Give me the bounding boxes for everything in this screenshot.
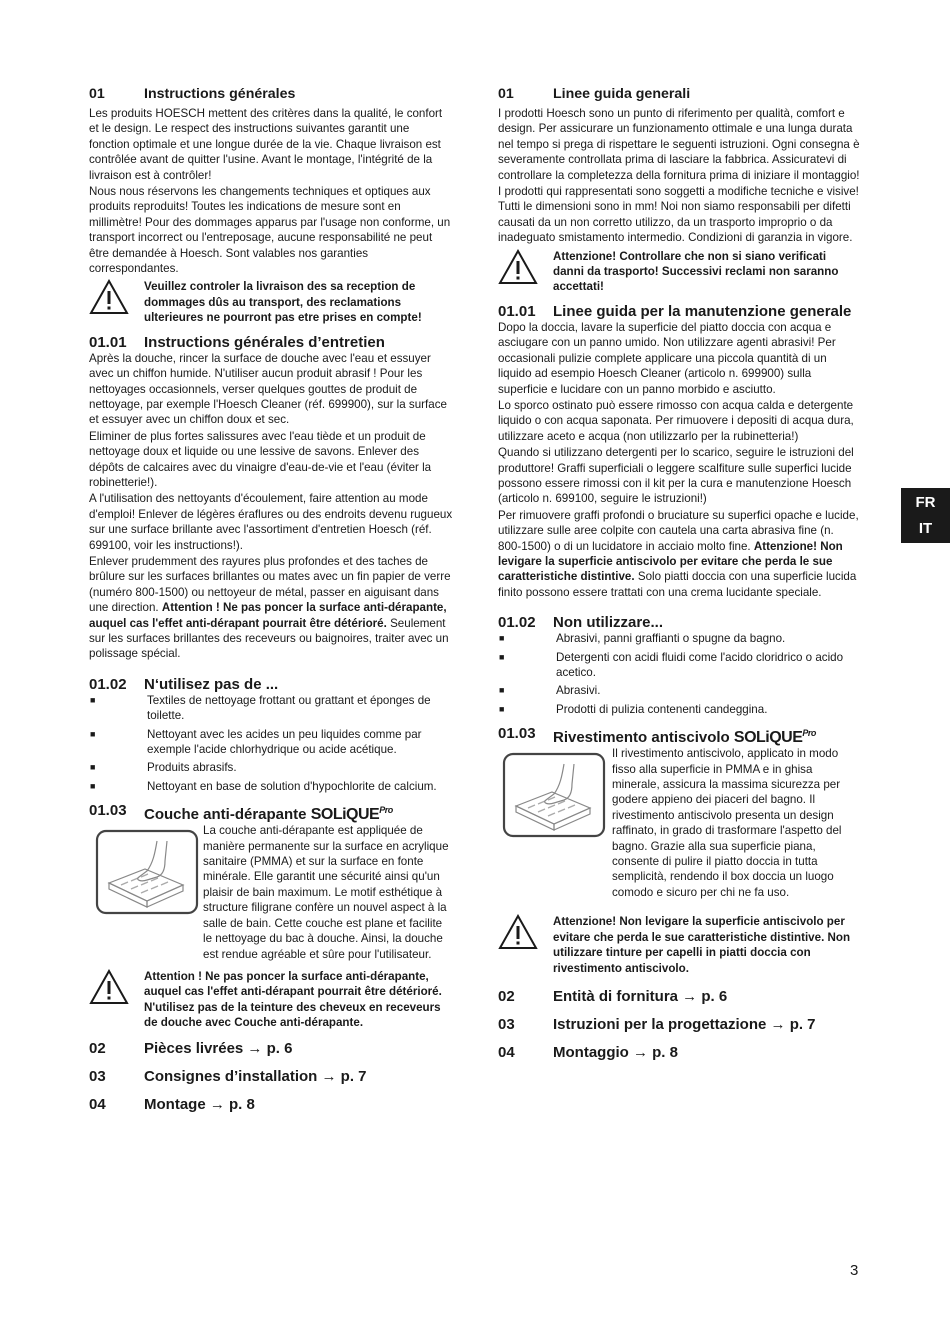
list-item [89, 760, 453, 775]
bold-text-run: Attention ! Ne pas poncer la surface anti-dérapante, auquel cas l'effet anti-dérapant pourrait être détérioré. [89, 601, 447, 630]
section-heading-0102 [89, 676, 453, 693]
warning-block [498, 914, 860, 976]
brand-name: SOLiQUE [310, 806, 380, 824]
column-french [89, 86, 453, 1113]
language-tab-fr: FR [915, 494, 936, 511]
list-item-text: Prodotti di pulizia contenenti candeggina. [556, 702, 768, 716]
section-heading-0103 [89, 802, 453, 823]
section-number: 02 [89, 1039, 106, 1057]
section-number: 01.03 [498, 725, 536, 743]
brand-superscript: Pro [379, 805, 393, 816]
anti-slip-illustration-icon [498, 746, 612, 843]
section-heading-0103 [498, 725, 860, 746]
section-title: Non utilizzare... [553, 614, 664, 632]
list-item [498, 683, 860, 698]
bullet-list [89, 693, 453, 794]
section-number: 01.01 [498, 302, 536, 320]
list-item [498, 650, 860, 681]
brand-superscript: Pro [802, 728, 816, 739]
warning-block [498, 249, 860, 295]
brand-logo [734, 729, 816, 746]
paragraph: La couche anti-dérapante est appliquée de manière permanente sur la surface en acrylique sanitaire (PMMA) et sur la surface en fonte minérale. Elle garantit une sécurité ainsi qu'un plaisir de bain maximum. Le motif esthétique à structure filigrane confère un nouvel aspect à la salle de bain. Cette couche est plane et facilite le nettoyage du bac à douche. Ainsi, la douche est rendue agréable et sûre pour l'utilisateur. [203, 824, 449, 961]
bold-text-run: Attenzione! Non levigare la superficie antiscivolo per evitare che perda le sue caratteristiche distintive. [498, 539, 843, 584]
section-title: Montaggio → p. 8 [553, 1043, 678, 1061]
section-number: 02 [498, 987, 515, 1005]
section-title: Istruzioni per la progettazione → p. 7 [553, 1015, 816, 1033]
section-number: 01.03 [89, 802, 127, 820]
section-title: N‘utilisez pas de ... [144, 675, 279, 693]
square-bullet-icon: ■ [90, 728, 96, 739]
list-item-text: Textiles de nettoyage frottant ou grattant et éponges de toilette. [147, 693, 431, 723]
list-item [89, 693, 453, 724]
anti-slip-illustration-icon [89, 823, 203, 920]
section-heading-04 [498, 1044, 860, 1061]
coating-block [498, 746, 860, 900]
warning-icon [498, 249, 553, 290]
square-bullet-icon: ■ [90, 694, 96, 705]
paragraph [498, 508, 860, 600]
section-heading-02 [498, 988, 860, 1005]
section-number: 03 [89, 1067, 106, 1085]
section-heading-03 [498, 1016, 860, 1033]
list-item-text: Detergenti con acidi fluidi come l'acido cloridrico o acido acetico. [556, 650, 844, 679]
paragraph: Eliminer de plus fortes salissures avec l'eau tiède et un produit de nettoyage doux et liquide ou une lessive de savons. Enlever des dépôts de calcaires avec du vinaigre d'eau-de-vie et l'eau (éviter la robinetterie!). [89, 429, 432, 489]
section-number: 03 [498, 1015, 515, 1033]
section-title: Consignes d’installation → p. 7 [144, 1067, 367, 1085]
list-item [498, 631, 860, 646]
section-title: Couche anti-dérapante [144, 806, 307, 824]
paragraph: I prodotti qui rappresentati sono soggetti a modifiche tecniche e visive! Tutti le dimensioni sono in mm! Noi non siamo responsabili per difetti causati da un non corretto utilizzo, da un trasporto improprio o da inadeguato smistamento intermedio. Condizioni di garanzia in vigore. [498, 185, 859, 245]
section-heading-0101 [498, 303, 860, 320]
list-item-text: Abrasivi. [556, 684, 601, 698]
square-bullet-icon: ■ [499, 633, 505, 644]
section-heading-01 [498, 86, 860, 103]
brand-logo [311, 806, 393, 823]
section-number: 01 [498, 86, 514, 102]
list-item [89, 727, 453, 758]
section-heading-01 [89, 86, 453, 103]
warning-icon [89, 279, 144, 320]
warning-block [89, 969, 453, 1031]
coating-block [89, 823, 453, 962]
square-bullet-icon: ■ [499, 703, 505, 714]
section-heading-0101 [89, 334, 453, 351]
section-title: Instructions générales d’entretien [144, 333, 385, 351]
warning-text: Attention ! Ne pas poncer la surface anti-dérapante, auquel cas l'effet anti-dérapant pourrait être détérioré. N'utilisez pas de la teinture des cheveux en receveurs de douche avec Couche anti-dérapante. [144, 969, 442, 1030]
text-run: Per rimuovere graffi profondi o bruciature su superfici opache e lucide, utilizzare sulle aree colpite con cautela una carta abrasiva fine (n. 800-1500) o di un lucidatore in acciaio molto fine. [498, 508, 859, 553]
language-tab-it: IT [918, 520, 933, 537]
section-heading-0102 [498, 614, 860, 631]
section-title: Pièces livrées → p. 6 [144, 1039, 293, 1057]
text-run: Seulement sur les surfaces brillantes des receveurs ou baignoires, traiter avec un polissage spécial. [89, 616, 449, 661]
section-title: Montage → p. 8 [144, 1095, 255, 1113]
paragraph: Après la douche, rincer la surface de douche avec l'eau et essuyer avec un chiffon humide. N'utiliser aucun produit abrasif ! Pour les nettoyages occasionnels, verser quelques gouttes de produit de nettoyage, par exemple l'Hoesch Cleaner (réf. 699900), sur la surface et essuyer avec un chiffon doux et sec. [89, 351, 447, 427]
section-heading-02 [89, 1040, 453, 1057]
section-heading-03 [89, 1068, 453, 1085]
paragraph: Il rivestimento antiscivolo, applicato in modo fisso alla superficie in PMMA e in ghisa minerale, assicura la massima sicurezza per godere appieno dei piaceri del bagno. Il rivestimento antiscivolo presenta un design raffinato, in grado di trasformare l'aspetto del bagno. Grazie alla sua superficie piana, consente di pulire il piatto doccia in tutta semplicità, rendendo il box doccia un luogo comodo e sicuro per chi ne fa uso. [612, 747, 842, 899]
paragraph: Quando si utilizzano detergenti per lo scarico, seguire le istruzioni del produttore! Graffi superficiali o leggere scalfiture sulle superfici lucide possono essere rimossi con il kit per la cura e manutenzione Hoesch (articolo n. 699100, seguire le istruzioni!) [498, 446, 854, 506]
section-number: 01.02 [89, 675, 127, 693]
list-item-text: Produits abrasifs. [147, 761, 237, 775]
paragraph: A l'utilisation des nettoyants d'écoulement, faire attention au mode d'emploi! Enlever de légères éraflures ou des endroits devenu rugueux sur une surface brillante avec l'assortiment d'entretien Hoesch (réf. 699100, voir les instructions!). [89, 492, 453, 552]
page-number: 3 [850, 1262, 859, 1279]
warning-text: Veuillez controler la livraison des sa reception de dommages dûs au transport, des reclamations ulterieures ne pourront pas etre prises en compte! [144, 280, 422, 325]
paragraph: I prodotti Hoesch sono un punto di riferimento per qualità, comfort e design. Per assicurare un funzionamento ottimale e una lunga durata nel tempo si prega di rispettare le seguenti istruzioni. Ogni consegna è severamente controllata prima di lasciare la fabbrica. Assicuratevi di controllare la completezza della fornitura prima di iniziare il montaggio! [498, 107, 860, 182]
list-item [89, 779, 453, 794]
warning-icon [498, 914, 553, 955]
paragraph: Nous nous réservons les changements techniques et optiques aux produits reproduits! Toutes les indications de mesure sont en millimètre! Pour des dommages apparus par l'usage non conforme, un transport incorrect ou l'entreposage, aucune responsabilité ne peut être demandée à Hoesch. Sont valables nos garanties correspondantes. [89, 185, 451, 276]
warning-text: Attenzione! Controllare che non si siano verificati danni da trasporto! Successivi reclami non saranno accettati! [553, 249, 839, 294]
section-title: Rivestimento antiscivolo [553, 729, 730, 747]
warning-block [89, 279, 453, 325]
section-title: Linee guida per la manutenzione generale [553, 302, 852, 320]
paragraph: Les produits HOESCH mettent des critères dans la qualité, le confort et le design. Le respect des instructions suivantes garantit une fonction optimale et une longue durée de la vie. Chaque livraison est contrôlée avant de quitter l'usine. Avant le montage, l'intégrité de la livraison est à contrôler! [89, 107, 443, 182]
section-number: 01 [89, 86, 105, 102]
list-item-text: Nettoyant en base de solution d'hypochlorite de calcium. [147, 779, 437, 793]
square-bullet-icon: ■ [90, 762, 96, 773]
section-number: 04 [498, 1043, 515, 1061]
section-title: Instructions générales [144, 86, 296, 102]
square-bullet-icon: ■ [499, 685, 505, 696]
text-run: Solo piatti doccia con una superficie lucida finito possono essere trattati con una crema lucidante speciale. [498, 570, 857, 599]
section-number: 01.02 [498, 614, 536, 632]
column-italian [498, 86, 860, 1061]
list-item-text: Nettoyant avec les acides un peu liquides comme par exemple l'acide chlorhydrique ou acide acétique. [147, 727, 422, 757]
warning-text: Attenzione! Non levigare la superficie antiscivolo per evitare che perda le sue caratteristiche distintive. Non utilizzare tinture per capelli in piatti doccia con rivestimento antiscivolo. [553, 915, 851, 975]
section-title: Entità di fornitura → p. 6 [553, 987, 728, 1005]
warning-icon [89, 969, 144, 1010]
list-item [498, 702, 860, 717]
section-number: 01.01 [89, 333, 127, 351]
paragraph: Dopo la doccia, lavare la superficie del piatto doccia con acqua e asciugare con un panno umido. Non utilizzare agenti abrasivi! Per occasionali pulizie complete applicare una piccola quantità di un liquido ad esempio Hoesch Cleaner (articolo n. 699900) sulla superficie e lucidare con un panno morbido e asciutto. [498, 320, 836, 396]
bullet-list [498, 631, 860, 717]
text-run: Enlever prudemment des rayures plus profondes et des taches de brûlure sur les surfaces brillantes ou mates avec un fin papier de verre (numéro 800-1500) ou nettoyeur de métal, passer en aiguisant dans une direction. [89, 554, 451, 615]
paragraph [89, 554, 453, 662]
language-tab [901, 488, 950, 543]
square-bullet-icon: ■ [499, 651, 505, 662]
list-item-text: Abrasivi, panni graffianti o spugne da bagno. [556, 632, 786, 646]
section-heading-04 [89, 1096, 453, 1113]
paragraph: Lo sporco ostinato può essere rimosso con acqua calda e detergente liquido o con acqua saponata. Per rimuovere i depositi di acqua dura, utilizzare aceto e acqua (non utilizzarlo per la rubinetteria!) [498, 398, 854, 443]
section-number: 04 [89, 1095, 106, 1113]
brand-name: SOLiQUE [733, 729, 803, 747]
section-title: Linee guida generali [553, 86, 691, 102]
square-bullet-icon: ■ [90, 780, 96, 791]
